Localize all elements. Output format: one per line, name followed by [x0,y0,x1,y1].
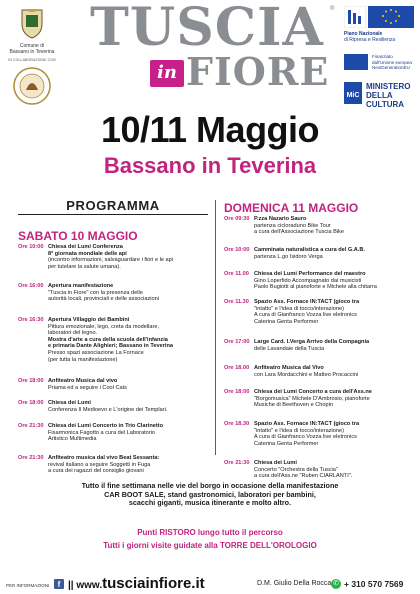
event-line: delle Lavandaie della Tuscia [254,345,325,352]
event-line: Priama ed a seguire i Cool Cats [48,384,127,391]
event-line: Spazio Ass. Fornace IN:TACT (gioco tra [254,421,360,427]
association-seal-icon [12,66,52,106]
event-time: Ore 18.00 [224,365,250,371]
event-description [254,271,377,291]
event-time: Ore 17:00 [224,339,250,345]
pnrr-logo-icon [344,6,414,28]
registered-mark: ® [330,6,335,12]
event-line: Chiesa dei Lumi [48,400,91,406]
comune-crest-icon [18,6,46,40]
event-time: Ore 09:30 [224,216,250,222]
event-place: Bassano in Teverina [103,153,317,178]
event-description [254,460,352,480]
event-line: "intatto" e l'idea di tocco/interazione) [254,427,344,434]
event-line: Apertura manifestazione [48,283,114,289]
event-time: Ore 18:00 [224,389,250,395]
event-description [254,421,359,447]
ristoro-note: Punti RISTORO lungo tutto il percorso [137,528,283,537]
ministero-line2: DELLA [366,91,393,100]
event-line: revival italiano a seguire Soggetti in Fuga [48,461,151,468]
whatsapp-icon[interactable]: ✆ [331,579,341,589]
event-time: Ore 18.30 [224,421,250,427]
event-line: Chiesa dei Lumi Conferenza [48,244,123,250]
event-line: (incontro informazioni, salvaguardare i fiori e le api [48,257,173,264]
phone-number[interactable]: + 310 570 7569 [344,579,404,589]
pnrr-line2: di Ripresa e Resilienza [344,37,396,43]
event-line: Presso spazi associazione La Fornace [48,349,144,356]
event-line: A cura di Gianfranco Vozza live eletronics [254,312,357,319]
event-line: "Tuscia in Fiore" con la presenza delle [48,289,143,296]
patronage-label: IN COLLABORAZIONE CON [8,58,56,62]
eu-line3: NextGenerationEU [372,65,410,70]
facebook-icon[interactable]: f [54,579,64,589]
weekend-note-line2: CAR BOOT SALE, stand gastronomici, laboratori per bambini, [104,489,316,499]
event-time: Ore 21:30 [224,460,250,466]
event-line: Chiesa dei Lumi [254,460,297,466]
event-line: Concerto "Orchestra della Tuscia" [254,466,338,473]
program-heading [18,197,208,215]
event-description [48,378,127,391]
event-line: Chiesa dei Lumi Concerto in Trio Clarinetto [48,423,163,429]
weekend-note-line3: scacchi giganti, musica itinerante e molto altro. [128,498,292,508]
guided-tours-note: Tutti i giorni visite guidate alla TORRE DELL'OROLOGIO [103,541,317,550]
ministero-line1: MINISTERO [366,82,411,91]
event-line: con Lara Mordacchini e Matteo Procaccini [254,371,359,378]
event-line: Anfiteatro musica dal vivo Beat Sessanta: [48,455,160,461]
event-line: Paolo Bugiotti al pianoforte e Michele alla chitarra [254,284,377,291]
event-line: Chiesa dei Lumi Performance del maestro [254,271,366,277]
event-line: a cura dei ragazzi del consiglio giovani [48,468,144,475]
event-line: Anfiteatro Musica dal Vivo [254,365,324,371]
event-line: Large Card. I.Verga Arrivo della Compagnia [254,339,370,345]
info-label: PER INFORMAZIONI [6,583,50,588]
event-time: Ore 10:00 [18,244,44,250]
event-line: Spazio Ass. Fornace IN:TACT (gioco tra [254,299,360,305]
event-time: Ore 21:30 [18,423,44,429]
event-line: a cura dell'Ass.ne "Ruben CIARLANTI". [254,473,353,480]
event-description [254,339,369,352]
title-in-badge: in [150,60,184,87]
event-line: per tutelare la salute umana). [48,263,121,270]
event-time: Ore 18:00 [18,400,44,406]
event-time: Ore 11.00 [224,271,249,277]
event-description [254,389,372,409]
event-line: (per tutta la manifestazione) [48,356,118,363]
website-link[interactable] [68,575,205,594]
event-description [48,400,167,413]
eu-line1: Finanziato [372,54,393,59]
comune-label: Comune di Bassano in Teverina [9,43,55,55]
event-line: Anfiteatro Musica dal vivo [48,378,118,384]
event-line: e primaria Dante Alighieri; Bassano in Teverina [48,343,173,350]
pnrr-line1: Piano Nazionale [344,31,383,37]
event-time: Ore 16:30 [18,317,44,323]
event-time: Ore 16:00 [18,283,44,289]
event-line: "intatto" e l'idea di tocco/interazione) [254,305,344,312]
event-line: "Borgomusica" Michele D'Ambrosio, pianoforte [254,395,370,402]
weekend-note [0,482,420,508]
event-description [48,244,173,270]
website-domain: tusciainfiore.it [102,575,205,592]
event-description [48,455,159,475]
event-line: Conferenza Il Medioevo e L'origine dei Templari. [48,406,168,413]
eu-funding-label [372,54,420,71]
title-tuscia: TUSCIA [90,0,324,58]
contact-name: D.M. Giulio Della Rocca [257,580,332,587]
event-time: Ore 21:30 [18,455,44,461]
event-description [48,423,163,443]
event-line: Chiesa dei Lumi Concerto a cura dell'Ass.ne [254,389,372,395]
event-line: Caterina Genta Performer [254,318,319,325]
event-line: Pittura emozionale, lego, creta da modellare, [48,323,160,330]
event-line: Apertura Villaggio dei Bambini [48,317,130,323]
event-description [48,317,173,363]
event-time: Ore 10:00 [224,247,250,253]
title-fiore: FIORE [186,49,330,94]
event-line: P.zza Nazario Sauro [254,216,307,222]
program-label: PROGRAMMA [66,198,160,213]
mic-logo-icon: MiC [344,82,362,104]
ministero-line3: CULTURA [366,100,405,109]
event-description [254,365,358,378]
weekend-note-line1: Tutto il fine settimana nelle vie del borgo in occasione della manifestazione [81,481,339,490]
sunday-title: DOMENICA 11 MAGGIO [224,201,359,215]
event-time: Ore 11.30 [224,299,249,305]
event-line: Gino Loperfido Accompagnato dai musicisti [254,277,362,284]
saturday-title: SABATO 10 MAGGIO [18,229,138,243]
event-description [254,247,365,260]
event-line: partenza L.go Isidoro Verga [254,253,323,260]
website-prefix: || www. [68,580,103,591]
event-description [48,283,159,303]
event-description [254,299,359,325]
event-line: Caterina Genta Performer [254,440,319,447]
pnrr-label [344,31,416,43]
event-line: Fisarmonica Fagotto a cura del Laboratorio [48,429,155,436]
event-line: 8ª giornata mondiale delle api [48,250,127,257]
event-line: Artistico Multimedia [48,436,97,443]
event-line: autorità locali, provinciali e delle associazioni [48,296,160,303]
event-time: Ore 18:00 [18,378,44,384]
event-line: Musiche di Beethoven e Chopin [254,402,333,409]
ministero-label [366,82,410,109]
column-divider [215,200,216,455]
event-line: Camminata naturalistica a cura del G.A.B. [254,247,365,253]
eu-flag-icon [344,54,368,70]
event-description [254,216,344,236]
event-line: Mostra d'arte a cura della scuola dell'infanzia [48,336,168,343]
event-line: laboratori del legno. [48,330,98,337]
event-line: partenza cicloraduno Bike Tour [254,222,331,229]
event-line: a cura dell'Associazione Tuscia Bike [254,229,344,236]
event-dates: 10/11 Maggio [100,109,320,150]
eu-line2: dall'Unione europea [372,59,412,65]
event-line: A cura di Gianfranco Vozza live eletronics [254,434,357,441]
